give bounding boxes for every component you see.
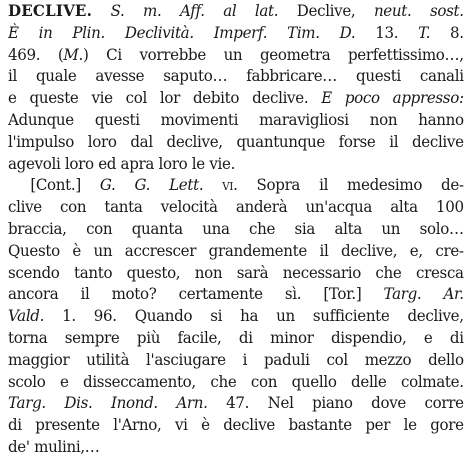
body-text: Declive,: [278, 1, 374, 20]
italic-text: Vald.: [8, 306, 45, 326]
body-text: l'impulso loro dal declive, quantunque forse il declive: [8, 131, 464, 151]
body-text: [203, 175, 222, 194]
entry-line: [8, 44, 464, 66]
body-text: 469. (: [8, 44, 64, 64]
headword: DECLIVE.: [8, 1, 93, 20]
italic-text: È in Plin. Declività. Imperf. Tim. D.: [8, 22, 356, 42]
body-text: Questo è un accrescer grandemente il declive, e, cre-: [8, 240, 464, 260]
entry-line: [8, 414, 464, 436]
italic-text: M.: [63, 44, 83, 64]
entry-line: [8, 153, 436, 175]
entry-line: [8, 218, 464, 240]
body-text: braccia, con quanta una che sia alta un solo…: [8, 218, 464, 238]
dictionary-entry: [8, 0, 468, 458]
italic-text: S. m. Aff. al lat.: [110, 1, 279, 20]
body-text: 8.: [430, 22, 464, 42]
body-text: e queste vie col lor debito declive.: [8, 88, 322, 108]
italic-text: Targ. Ar.: [383, 284, 464, 304]
entry-line: [8, 240, 464, 262]
italic-text: G. G. Lett.: [99, 175, 204, 195]
entry-line: [8, 174, 464, 196]
body-text: 47. Nel piano dove corre: [207, 393, 464, 413]
entry-line: [8, 131, 464, 153]
body-text: di presente l'Arno, vi è declive bastante per le gore: [8, 415, 464, 435]
small-caps-text: vi.: [222, 175, 238, 195]
body-text: [Cont.]: [30, 175, 100, 195]
body-text: Adunque questi movimenti maravigliosi non hanno: [8, 109, 464, 129]
entry-line: [8, 392, 464, 414]
body-text: il quale avesse saputo… fabbricare… questi canali: [8, 66, 464, 86]
body-text: clive con tanta velocità anderà un'acqua alta 100: [8, 197, 464, 217]
entry-line: [8, 349, 464, 371]
entry-line: [8, 262, 464, 284]
italic-text: neut. sost.: [373, 1, 464, 20]
italic-text: Targ. Dis. Inond. Arn.: [8, 393, 208, 413]
body-text: Sopra il medesimo de-: [237, 175, 464, 195]
italic-text: T.: [418, 22, 431, 42]
body-text: scendo tanto questo, non sarà necessario che cresca: [8, 262, 464, 282]
entry-line: [8, 109, 464, 131]
entry-line: [8, 283, 464, 305]
body-text: scolo e disseccamento, che con quello delle colmate.: [8, 371, 464, 391]
entry-line: [8, 371, 464, 393]
entry-line: [8, 196, 464, 218]
entry-line: [8, 327, 464, 349]
entry-line: [8, 22, 464, 44]
italic-text: E poco appresso:: [321, 88, 464, 108]
entry-line: [8, 65, 464, 87]
body-text: 1. 96. Quando si ha un sufficiente declive,: [44, 306, 464, 326]
entry-line: [8, 305, 464, 327]
entry-line: [8, 436, 436, 458]
body-text: de' mulini,…: [8, 436, 100, 456]
body-text: agevoli loro ed apra loro le vie.: [8, 153, 236, 173]
entry-line: [8, 87, 464, 109]
body-text: 13.: [355, 22, 419, 42]
entry-line: [8, 0, 464, 22]
body-text: ancora il moto? certamente sì. [Tor.]: [8, 284, 384, 304]
body-text: maggior utilità l'asciugare i paduli col mezzo dello: [8, 349, 464, 369]
body-text: torna sempre più facile, di minor dispendio, e di: [8, 327, 464, 347]
body-text: [92, 1, 111, 20]
body-text: ) Ci vorrebbe un geometra perfettissimo…,: [82, 44, 464, 64]
